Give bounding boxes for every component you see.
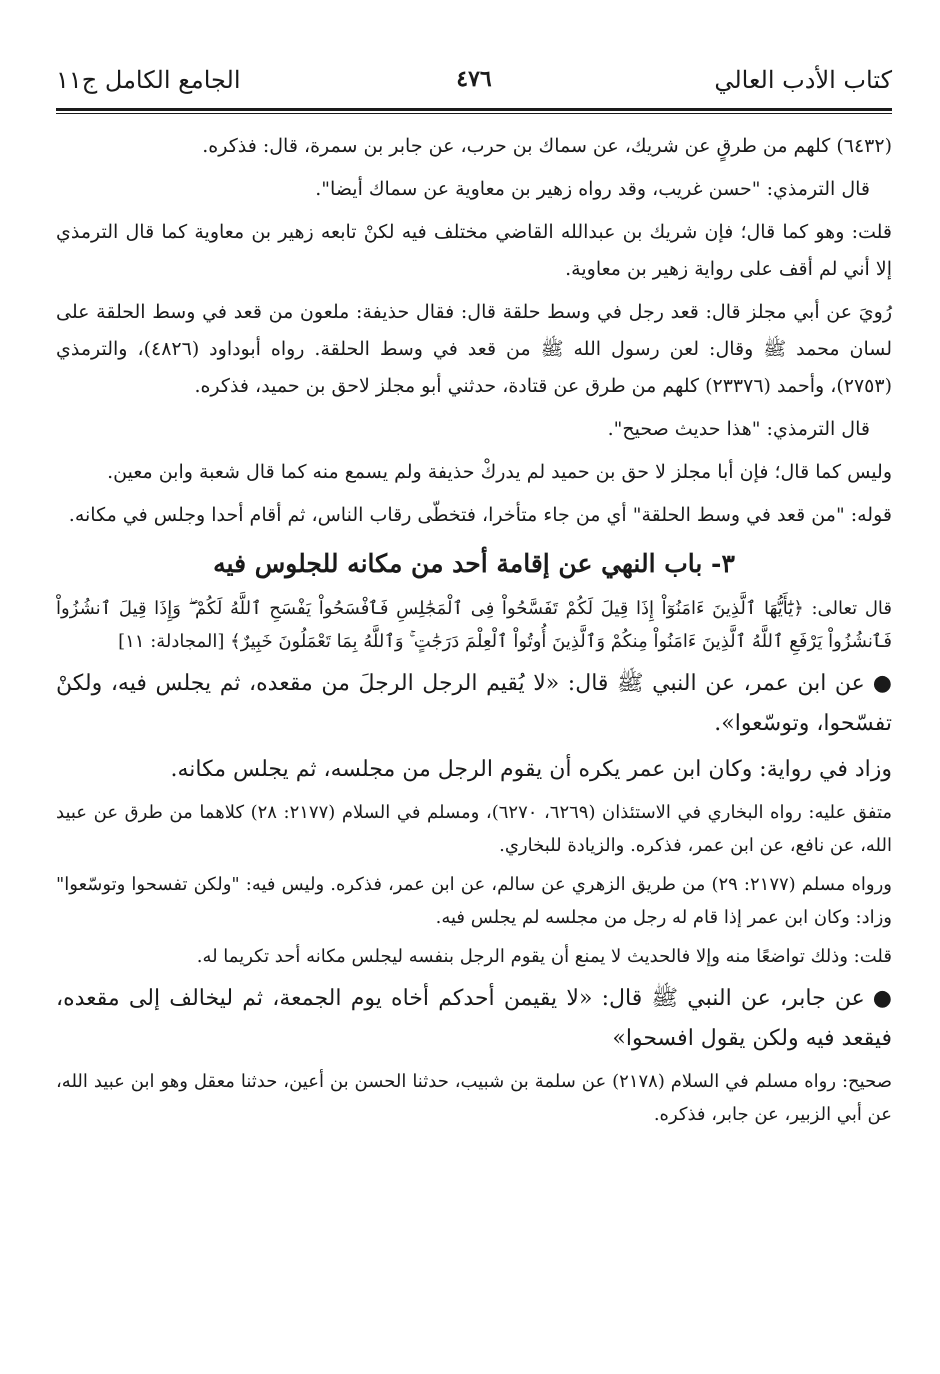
paragraph: قال الترمذي: "هذا حديث صحيح". bbox=[607, 418, 870, 440]
book-page bbox=[56, 58, 892, 1137]
hadith-body: عن جابر، عن النبي ﷺ قال: «لا يقيمن أحدكم أخاه يوم الجمعة، ثم ليخالف إلى مقعده، فيقعد فيه ولكن يقول افسحوا» bbox=[56, 986, 892, 1051]
paragraph: وليس كما قال؛ فإن أبا مجلز لا حق بن حميد لم يدركْ حذيفة ولم يسمع منه كما قال شعبة وابن معين. bbox=[107, 461, 892, 483]
hadith-text bbox=[56, 979, 892, 1059]
takhrij-note: متفق عليه: رواه البخاري في الاستئذان (٦٢٦٩، ٦٢٧٠)، ومسلم في السلام (٢١٧٧: ٢٨) كلاهما من طرق عن عبيد الله، عن نافع، عن ابن عمر، فذكره. والزيادة للبخاري. bbox=[56, 802, 893, 856]
takhrij-note: صحيح: رواه مسلم في السلام (٢١٧٨) عن سلمة بن شبيب، حدثنا الحسن بن أعين، حدثنا معقل وهو ابن عبيد الله، عن أبي الزبير، عن جابر، فذكره. bbox=[56, 1071, 892, 1125]
hadith-body: عن ابن عمر، عن النبي ﷺ قال: «لا يُقيم الرجل الرجلَ من مقعده، ثم يجلس فيه، ولكنْ تفسّحوا، وتوسّعوا». bbox=[56, 671, 892, 736]
chapter-title: ٣- باب النهي عن إقامة أحد من مكانه للجلوس فيه bbox=[213, 549, 735, 578]
takhrij-note: ورواه مسلم (٢١٧٧: ٢٩) من طريق الزهري عن سالم، عن ابن عمر، فذكره. وليس فيه: "ولكن تفسحوا وتوسّعوا" وزاد: وكان ابن عمر إذا قام له رجل من مجلسه لم يجلس فيه. bbox=[56, 874, 892, 928]
book-title: كتاب الأدب العالي bbox=[714, 66, 892, 94]
takhrij-note: قلت: وذلك تواضعًا منه وإلا فالحديث لا يمنع أن يقوم الرجل بنفسه ليجلس مكانه أحد تكريما له. bbox=[196, 946, 892, 967]
quran-verse: قال تعالى: ﴿يَٰٓأَيُّهَا ٱلَّذِينَ ءَامَنُوٓاْ إِذَا قِيلَ لَكُمْ تَفَسَّحُواْ فِى ٱلْمَجَٰلِسِ فَٱفْسَحُواْ يَفْسَحِ ٱللَّهُ لَكُمْ ۖ وَإِذَا قِيلَ ٱنشُزُواْ فَٱنشُزُواْ يَرْفَعِ ٱللَّهُ ٱلَّذِينَ ءَامَنُواْ مِنكُمْ وَٱلَّذِينَ أُوتُواْ ٱلْعِلْمَ دَرَجَٰتٍ ۚ وَٱللَّهُ بِمَا تَعْمَلُونَ خَبِيرٌ﴾ [المجادلة: ١١] bbox=[56, 598, 892, 652]
hadith-text bbox=[56, 664, 892, 744]
hadith-addition: وزاد في رواية: وكان ابن عمر يكره أن يقوم الرجل من مجلسه، ثم يجلس مكانه. bbox=[170, 757, 892, 782]
bullet-icon: ● bbox=[872, 671, 892, 696]
page-header bbox=[56, 58, 892, 102]
bullet-icon: ● bbox=[872, 986, 892, 1011]
paragraph: قال الترمذي: "حسن غريب، وقد رواه زهير بن معاوية عن سماك أيضا". bbox=[315, 178, 870, 200]
paragraph: قلت: وهو كما قال؛ فإن شريك بن عبدالله القاضي مختلف فيه لكنْ تابعه زهير بن معاوية كما قال الترمذي إلا أني لم أقف على رواية زهير بن معاوية. bbox=[56, 221, 892, 280]
header-rule-thick bbox=[56, 108, 892, 111]
header-rule-thin bbox=[56, 113, 892, 114]
page-number: ٤٧٦ bbox=[456, 66, 492, 92]
paragraph: قوله: "من قعد في وسط الحلقة" أي من جاء متأخرا، فتخطّى رقاب الناس، ثم أقام أحدا وجلس في مكانه. bbox=[68, 504, 892, 526]
paragraph: رُويَ عن أبي مجلز قال: قعد رجل في وسط حلقة قال: فقال حذيفة: ملعون من قعد في وسط الحلقة على لسان محمد ﷺ وقال: لعن رسول الله ﷺ من قعد في وسط الحلقة. رواه أبوداود (٤٨٢٦)، والترمذي (٢٧٥٣)، وأحمد (٢٣٣٧٦) كلهم من طرق عن قتادة، حدثني أبو مجلز لاحق بن حميد، فذكره. bbox=[56, 301, 892, 397]
series-title: الجامع الكامل ج١١ bbox=[56, 66, 241, 94]
paragraph: (٦٤٣٢) كلهم من طرقٍ عن شريك، عن سماك بن حرب، عن جابر بن سمرة، قال: فذكره. bbox=[202, 135, 892, 157]
